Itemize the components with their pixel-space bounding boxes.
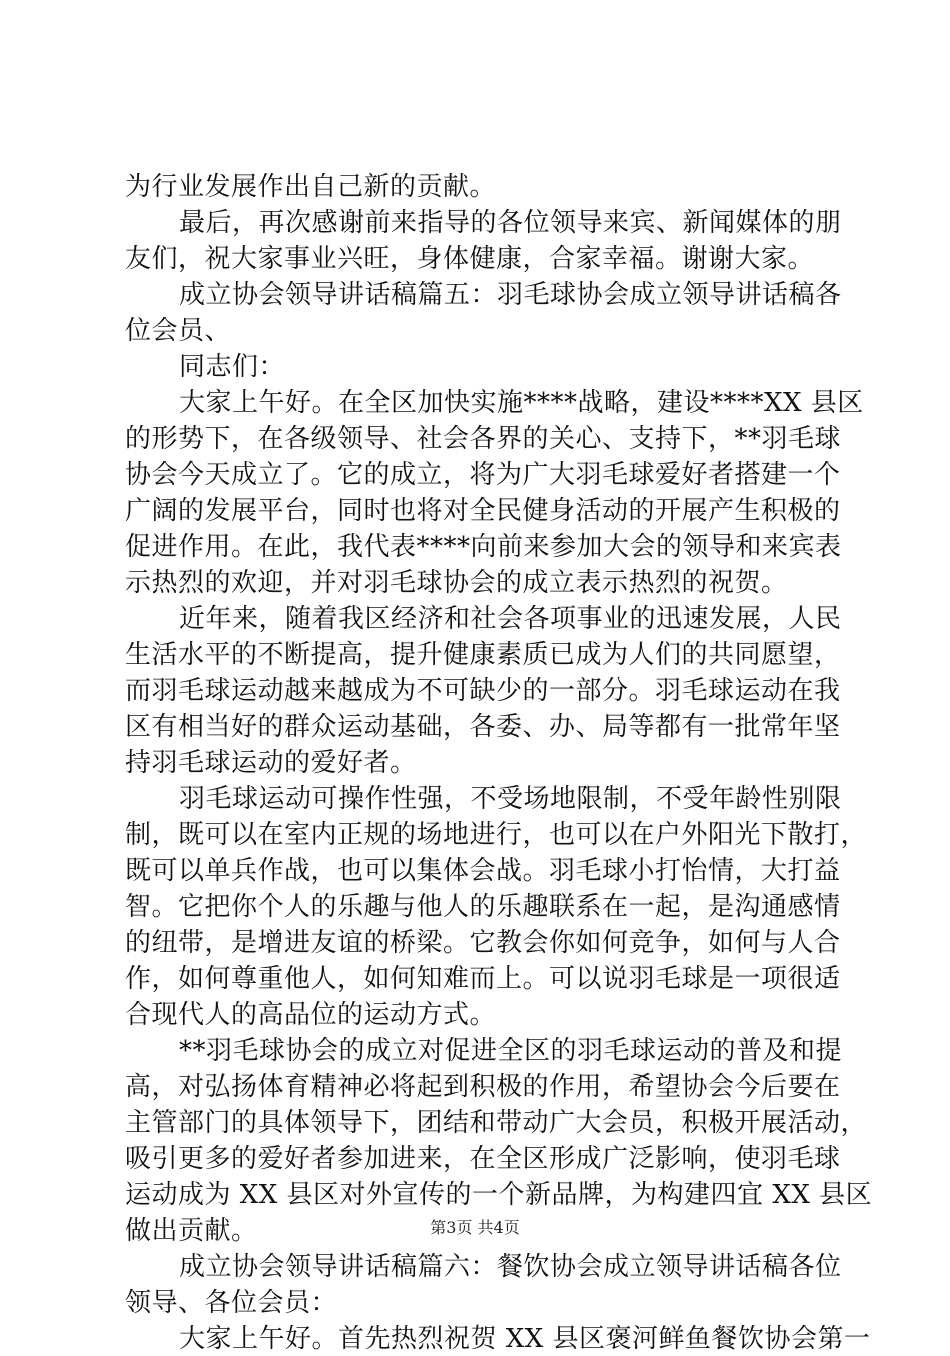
text-line: 持羽毛球运动的爱好者。	[125, 748, 417, 778]
text-line: 为行业发展作出自己新的贡献。	[125, 172, 497, 202]
text-line: 做出贡献。	[125, 1216, 258, 1246]
text-line: 而羽毛球运动越来越成为不可缺少的一部分。羽毛球运动在我	[125, 676, 841, 706]
page-number-footer: 第3页 共4页	[430, 1218, 520, 1237]
text-line: 作，如何尊重他人，如何知难而上。可以说羽毛球是一项很适	[125, 964, 841, 994]
text-line: 主管部门的具体领导下，团结和带动广大会员，积极开展活动，	[125, 1108, 868, 1138]
text-line: 合现代人的高品位的运动方式。	[125, 1000, 497, 1030]
text-line: 生活水平的不断提高，提升健康素质已成为人们的共同愿望，	[125, 640, 841, 670]
text-line: 成立协会领导讲话稿篇六：餐饮协会成立领导讲话稿各位	[179, 1252, 842, 1282]
text-line: 最后，再次感谢前来指导的各位领导来宾、新闻媒体的朋	[179, 208, 842, 238]
text-line: 的形势下，在各级领导、社会各界的关心、支持下，**羽毛球	[125, 424, 842, 454]
text-line: 促进作用。在此，我代表****向前来参加大会的领导和来宾表	[125, 532, 842, 562]
text-line: 位会员、	[125, 316, 232, 346]
text-line: 大家上午好。首先热烈祝贺 XX 县区褒河鲜鱼餐饮协会第一	[179, 1324, 871, 1354]
text-line: 领导、各位会员：	[125, 1288, 338, 1318]
text-line: **羽毛球协会的成立对促进全区的羽毛球运动的普及和提	[179, 1036, 843, 1066]
text-line: 近年来，随着我区经济和社会各项事业的迅速发展，人民	[179, 604, 842, 634]
text-line: 同志们：	[179, 352, 286, 382]
text-line: 高，对弘扬体育精神必将起到积极的作用，希望协会今后要在	[125, 1072, 841, 1102]
text-line: 既可以单兵作战，也可以集体会战。羽毛球小打怡情，大打益	[125, 856, 841, 886]
text-line: 的纽带，是增进友谊的桥梁。它教会你如何竞争，如何与人合	[125, 928, 841, 958]
text-line: 示热烈的欢迎，并对羽毛球协会的成立表示热烈的祝贺。	[125, 568, 788, 598]
text-line: 协会今天成立了。它的成立，将为广大羽毛球爱好者搭建一个	[125, 460, 841, 490]
text-line: 友们，祝大家事业兴旺，身体健康，合家幸福。谢谢大家。	[125, 244, 815, 274]
text-line: 区有相当好的群众运动基础，各委、办、局等都有一批常年坚	[125, 712, 841, 742]
text-line: 成立协会领导讲话稿篇五：羽毛球协会成立领导讲话稿各	[179, 280, 842, 310]
text-line: 运动成为 XX 县区对外宣传的一个新品牌，为构建四宜 XX 县区	[125, 1180, 873, 1210]
text-line: 大家上午好。在全区加快实施****战略，建设****XX 县区	[179, 388, 864, 418]
text-line: 制，既可以在室内正规的场地进行，也可以在户外阳光下散打，	[125, 820, 868, 850]
text-line: 吸引更多的爱好者参加进来，在全区形成广泛影响，使羽毛球	[125, 1144, 841, 1174]
text-line: 广阔的发展平台，同时也将对全民健身活动的开展产生积极的	[125, 496, 841, 526]
text-line: 羽毛球运动可操作性强，不受场地限制，不受年龄性别限	[179, 784, 842, 814]
text-line: 智。它把你个人的乐趣与他人的乐趣联系在一起，是沟通感情	[125, 892, 841, 922]
